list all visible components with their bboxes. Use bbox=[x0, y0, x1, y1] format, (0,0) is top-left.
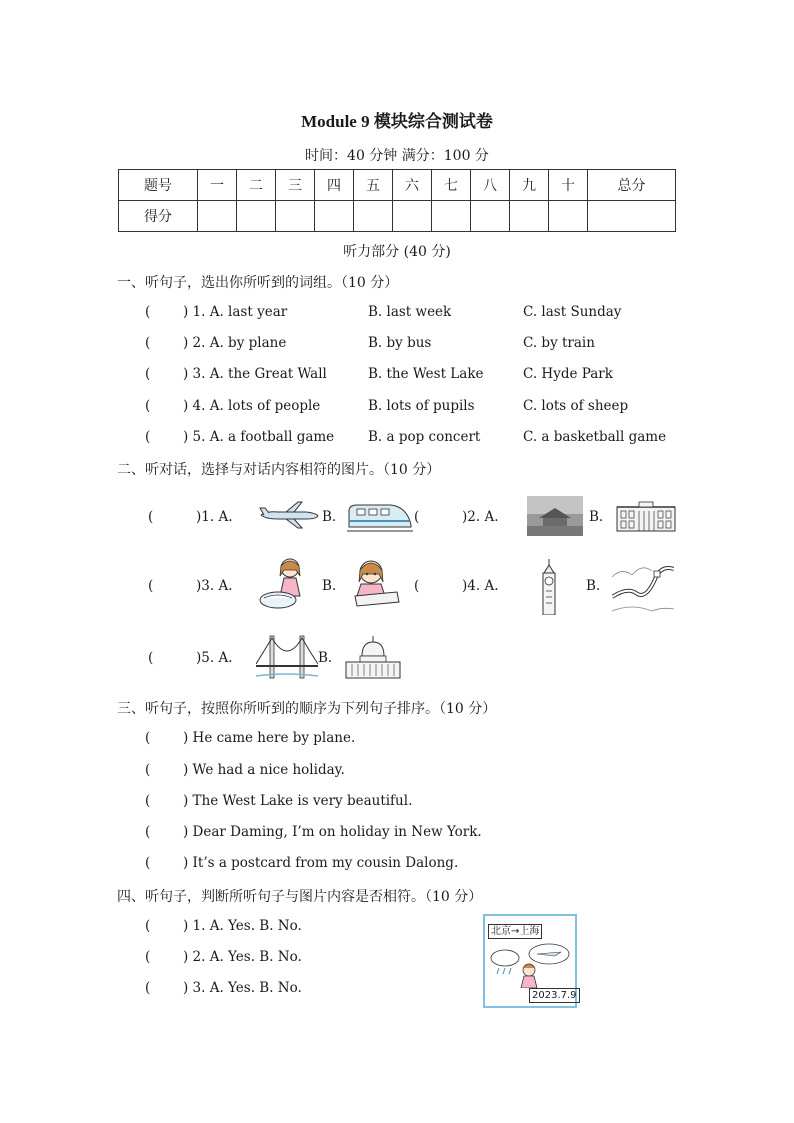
question-row bbox=[145, 429, 334, 445]
bridge-picture bbox=[256, 634, 318, 682]
question-number: )5. A. bbox=[196, 650, 233, 666]
question-number: )4. A. bbox=[462, 578, 499, 594]
score-header-cell: 五 bbox=[354, 170, 393, 201]
girl-reading-picture bbox=[347, 556, 403, 612]
section1-heading: 一、听句子，选出你所听到的词组。（10 分） bbox=[117, 275, 399, 291]
option-b: B. the West Lake bbox=[368, 366, 484, 382]
score-header-cell: 四 bbox=[315, 170, 354, 201]
answer-paren[interactable]: ( bbox=[145, 855, 151, 871]
judge-row bbox=[145, 980, 302, 996]
judge-row bbox=[145, 918, 302, 934]
answer-paren[interactable]: ( bbox=[145, 762, 151, 778]
answer-paren[interactable]: ( bbox=[145, 366, 151, 382]
option-c: C. lots of sheep bbox=[523, 398, 629, 414]
score-cell[interactable] bbox=[588, 201, 676, 232]
question-number: )2. A. bbox=[462, 509, 499, 525]
great-wall-picture bbox=[612, 557, 674, 615]
score-header-cell: 十 bbox=[549, 170, 588, 201]
route-label: 北京→上海 bbox=[488, 924, 542, 939]
judge-row bbox=[145, 949, 302, 965]
date-label: 2023.7.9 bbox=[529, 988, 580, 1003]
option-b: B. last week bbox=[368, 304, 452, 320]
score-header-cell: 总分 bbox=[588, 170, 676, 201]
question-number: )3. A. bbox=[196, 578, 233, 594]
sentence-text: ) Dear Daming, I’m on holiday in New York. bbox=[183, 824, 482, 840]
answer-paren[interactable]: ( bbox=[145, 429, 151, 445]
score-header-cell: 题号 bbox=[119, 170, 198, 201]
sentence-text: ) He came here by plane. bbox=[183, 730, 356, 746]
score-header-cell: 二 bbox=[237, 170, 276, 201]
section4-heading: 四、听句子，判断所听句子与图片内容是否相符。（10 分） bbox=[117, 889, 483, 905]
option-b-label: B. bbox=[318, 650, 333, 666]
option-b: B. a pop concert bbox=[368, 429, 481, 445]
option-b-label: B. bbox=[589, 509, 604, 525]
sentence-row bbox=[145, 824, 482, 840]
answer-paren[interactable]: ( bbox=[145, 730, 151, 746]
section3-heading: 三、听句子，按照你所听到的顺序为下列句子排序。（10 分） bbox=[117, 701, 497, 717]
option-a: ) 1. A. last year bbox=[183, 304, 288, 320]
score-header-cell: 三 bbox=[276, 170, 315, 201]
score-table-score-row bbox=[119, 201, 676, 232]
answer-paren[interactable]: ( bbox=[148, 650, 154, 666]
judge-options: ) 1. A. Yes. B. No. bbox=[183, 918, 302, 934]
option-b-label: B. bbox=[322, 509, 337, 525]
building-picture bbox=[615, 499, 677, 533]
option-c: C. last Sunday bbox=[523, 304, 622, 320]
score-cell[interactable] bbox=[198, 201, 237, 232]
girl-washing-picture bbox=[258, 556, 314, 612]
score-cell[interactable] bbox=[393, 201, 432, 232]
postcard-picture bbox=[483, 914, 577, 1008]
question-row bbox=[145, 366, 327, 382]
score-cell[interactable] bbox=[315, 201, 354, 232]
score-cell[interactable] bbox=[237, 201, 276, 232]
judge-options: ) 3. A. Yes. B. No. bbox=[183, 980, 302, 996]
option-b-label: B. bbox=[586, 578, 601, 594]
sentence-text: ) The West Lake is very beautiful. bbox=[183, 793, 413, 809]
option-c: C. a basketball game bbox=[523, 429, 667, 445]
listening-heading: 听力部分 (40 分) bbox=[343, 244, 451, 260]
clock-tower-picture bbox=[537, 559, 561, 615]
page-title: Module 9 模块综合测试卷 bbox=[301, 112, 493, 131]
airplane-picture bbox=[258, 500, 320, 530]
sentence-row bbox=[145, 855, 458, 871]
score-table bbox=[118, 169, 676, 232]
sentence-row bbox=[145, 793, 412, 809]
palace-photo bbox=[527, 496, 583, 536]
sentence-text: ) We had a nice holiday. bbox=[183, 762, 345, 778]
score-header-cell: 八 bbox=[471, 170, 510, 201]
score-header-cell: 七 bbox=[432, 170, 471, 201]
sentence-text: ) It’s a postcard from my cousin Dalong. bbox=[183, 855, 459, 871]
answer-paren[interactable]: ( bbox=[145, 949, 151, 965]
option-a: ) 3. A. the Great Wall bbox=[183, 366, 327, 382]
score-row-label: 得分 bbox=[119, 201, 198, 232]
option-c: C. by train bbox=[523, 335, 595, 351]
option-a: ) 5. A. a football game bbox=[183, 429, 335, 445]
answer-paren[interactable]: ( bbox=[145, 824, 151, 840]
score-cell[interactable] bbox=[276, 201, 315, 232]
answer-paren[interactable]: ( bbox=[148, 509, 154, 525]
answer-paren[interactable]: ( bbox=[148, 578, 154, 594]
option-a: ) 4. A. lots of people bbox=[183, 398, 321, 414]
score-cell[interactable] bbox=[471, 201, 510, 232]
answer-paren[interactable]: ( bbox=[145, 793, 151, 809]
question-number: )1. A. bbox=[196, 509, 233, 525]
score-cell[interactable] bbox=[510, 201, 549, 232]
score-cell[interactable] bbox=[432, 201, 471, 232]
capitol-picture bbox=[344, 636, 402, 680]
option-a: ) 2. A. by plane bbox=[183, 335, 287, 351]
score-table-header-row bbox=[119, 170, 676, 201]
answer-paren[interactable]: ( bbox=[145, 304, 151, 320]
question-row bbox=[145, 398, 320, 414]
answer-paren[interactable]: ( bbox=[145, 918, 151, 934]
answer-paren[interactable]: ( bbox=[145, 398, 151, 414]
option-c: C. Hyde Park bbox=[523, 366, 613, 382]
option-b: B. lots of pupils bbox=[368, 398, 475, 414]
question-row bbox=[145, 304, 287, 320]
train-picture bbox=[347, 497, 413, 535]
answer-paren[interactable]: ( bbox=[145, 980, 151, 996]
answer-paren[interactable]: ( bbox=[414, 509, 420, 525]
section2-heading: 二、听对话，选择与对话内容相符的图片。（10 分） bbox=[117, 462, 441, 478]
score-header-cell: 九 bbox=[510, 170, 549, 201]
sentence-row bbox=[145, 730, 355, 746]
score-cell[interactable] bbox=[549, 201, 588, 232]
score-header-cell: 六 bbox=[393, 170, 432, 201]
answer-paren[interactable]: ( bbox=[145, 335, 151, 351]
score-cell[interactable] bbox=[354, 201, 393, 232]
option-b-label: B. bbox=[322, 578, 337, 594]
answer-paren[interactable]: ( bbox=[414, 578, 420, 594]
option-b: B. by bus bbox=[368, 335, 432, 351]
question-row bbox=[145, 335, 286, 351]
score-header-cell: 一 bbox=[198, 170, 237, 201]
sentence-row bbox=[145, 762, 345, 778]
exam-info: 时间：40 分钟 满分：100 分 bbox=[305, 148, 489, 164]
judge-options: ) 2. A. Yes. B. No. bbox=[183, 949, 302, 965]
